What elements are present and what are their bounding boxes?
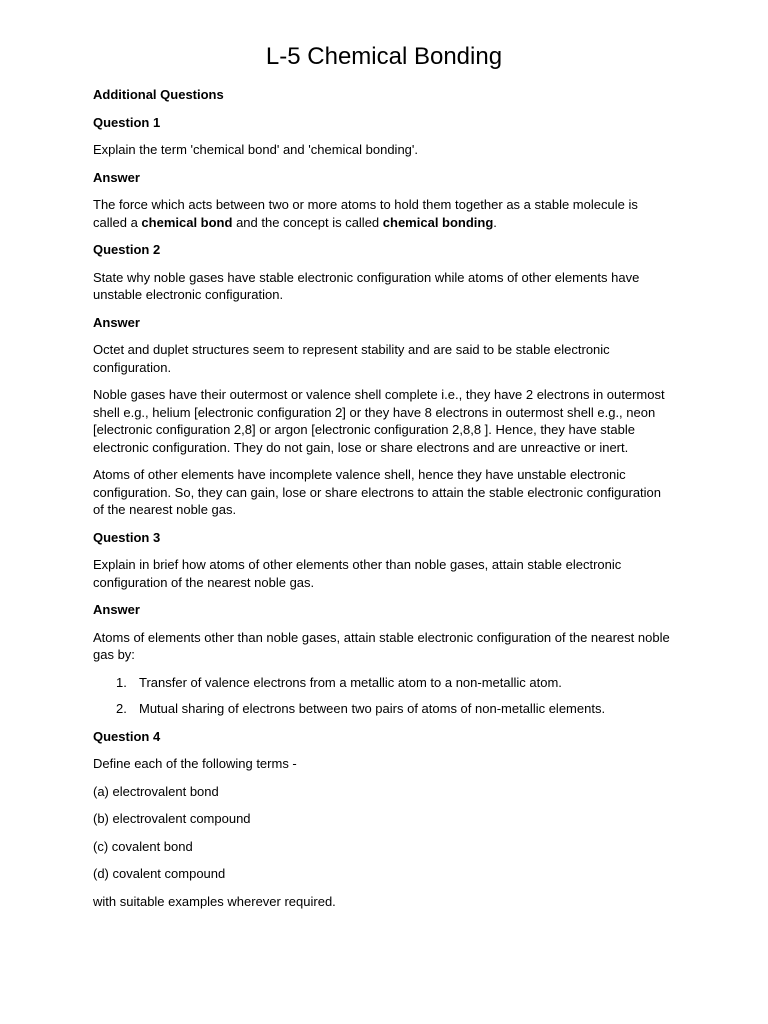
answer-1-part2: and the concept is called: [232, 214, 383, 230]
list-item: [93, 674, 673, 692]
answer-1-text: [93, 196, 673, 231]
question-4-text: Define each of the following terms -: [93, 756, 297, 771]
answer-1-label: Answer: [93, 169, 140, 185]
question-4-closing: with suitable examples wherever required.: [93, 893, 336, 909]
list-item: [93, 700, 673, 718]
list-item-number: 1.: [116, 674, 127, 690]
answer-3-label: Answer: [93, 602, 140, 617]
answer-2-paragraph-1: Octet and duplet structures seem to represent stability and are said to be stable electronic configuration.: [93, 342, 610, 375]
question-3-text: Explain in brief how atoms of other elements other than noble gases, attain stable electronic configuration of the nearest noble gas.: [93, 557, 622, 590]
question-2-text: State why noble gases have stable electronic configuration while atoms of other elements have unstable electronic configuration.: [93, 269, 640, 302]
list-item-number: 2.: [116, 701, 127, 716]
answer-2-paragraph-3: Atoms of other elements have incomplete valence shell, hence they have unstable electronic configuration. So, they can gain, lose or share electrons to attain the stable electronic configuration of the nearest noble gas.: [93, 467, 662, 517]
answer-2-label: Answer: [93, 314, 140, 330]
document-title: L-5 Chemical Bonding: [265, 43, 503, 70]
question-1-text: Explain the term 'chemical bond' and 'chemical bonding'.: [93, 142, 418, 157]
answer-1-part3: .: [493, 214, 497, 230]
answer-1-part1: The force which acts between two or more atoms to hold them together as a stable molecule is called a: [93, 197, 638, 230]
question-4-label: Question 4: [93, 728, 161, 744]
question-2-label: Question 2: [93, 242, 161, 257]
question-4-part-a: (a) electrovalent bond: [93, 783, 219, 799]
list-item-text: Transfer of valence electrons from a metallic atom to a non-metallic atom.: [139, 674, 562, 690]
question-4-part-b: (b) electrovalent compound: [93, 811, 251, 826]
term-chemical-bond: chemical bond: [141, 214, 233, 230]
question-3-label: Question 3: [93, 529, 161, 545]
list-item-text: Mutual sharing of electrons between two pairs of atoms of non-metallic elements.: [139, 701, 606, 716]
question-1-label: Question 1: [93, 114, 161, 130]
section-heading: Additional Questions: [93, 87, 224, 102]
answer-3-list: [93, 674, 673, 718]
answer-2-paragraph-2: Noble gases have their outermost or valence shell complete i.e., they have 2 electrons in outermost shell e.g., helium [electronic configuration 2] or they have 8 electrons in outermost shell e.g., neon [electronic configuration 2,8] or argon [electronic configuration 2,8,8 ]. Hence, they have stable electronic configuration. They do not gain, lose or share electrons and are unreactive or inert.: [93, 387, 665, 455]
term-chemical-bonding: chemical bonding: [382, 214, 494, 230]
question-4-part-c: (c) covalent bond: [93, 838, 193, 854]
answer-3-intro: Atoms of elements other than noble gases, attain stable electronic configuration of the nearest noble gas by:: [93, 629, 670, 662]
question-4-part-d: (d) covalent compound: [93, 866, 226, 881]
document-body: [93, 86, 673, 910]
